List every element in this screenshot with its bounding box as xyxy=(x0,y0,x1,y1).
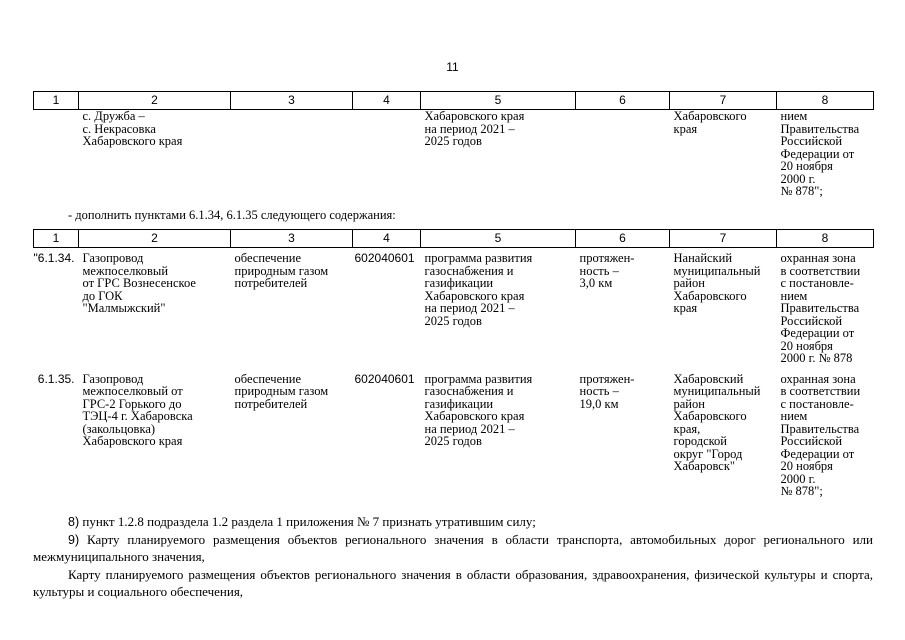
paragraph-text: пункт 1.2.8 подраздела 1.2 раздела 1 приложения № 7 признать утратившим силу; xyxy=(82,514,536,529)
cell-characteristics: протяжен- ность – 3,0 км xyxy=(579,251,635,290)
table-header-row xyxy=(34,92,874,110)
cell-zone: охранная зона в соответствии с постановле- нием Правительства Российской Федерации от 20 ноября 2000 г. № 878"; xyxy=(780,371,861,498)
header-cell: 7 xyxy=(670,92,777,110)
header-cell: 8 xyxy=(777,230,874,248)
table-new-items xyxy=(33,229,874,498)
header-cell: 1 xyxy=(34,230,79,248)
table-row xyxy=(34,248,874,365)
paragraph-number: 8) xyxy=(68,515,80,529)
header-cell: 1 xyxy=(34,92,79,110)
cell-basis: Хабаровского края на период 2021 – 2025 годов xyxy=(424,109,525,148)
header-cell: 5 xyxy=(421,230,576,248)
cell-code: 602040601 xyxy=(354,251,415,265)
cell-code: 602040601 xyxy=(354,371,415,386)
table-continuation xyxy=(33,91,874,198)
cell-object-name: Газопровод межпоселковый от ГРС-2 Горького до ТЭЦ-4 г. Хабаровска (закольцовка) Хабаровского края xyxy=(82,371,193,448)
paragraph-9 xyxy=(33,532,873,565)
table-header-row xyxy=(34,230,874,248)
table-row xyxy=(34,110,874,198)
cell-characteristics xyxy=(576,110,670,198)
cell-basis: программа развития газоснабжения и газификации Хабаровского края на период 2021 – 2025 годов xyxy=(424,251,533,328)
cell-num: 6.1.35. xyxy=(37,371,75,386)
cell-purpose xyxy=(231,110,353,198)
cell-num xyxy=(34,110,79,198)
header-cell: 2 xyxy=(79,92,231,110)
cell-object-name: Газопровод межпоселковый от ГРС Вознесенское до ГОК "Малмыжский" xyxy=(82,251,196,315)
cell-object-name: с. Дружба – с. Некрасовка Хабаровского края xyxy=(82,109,183,148)
cell-purpose: обеспечение природным газом потребителей xyxy=(234,251,329,290)
header-cell: 2 xyxy=(79,230,231,248)
cell-location: Хабаровского края xyxy=(673,109,747,136)
header-cell: 5 xyxy=(421,92,576,110)
page-number: 11 xyxy=(446,60,459,74)
amendment-note: - дополнить пунктами 6.1.34, 6.1.35 следующего содержания: xyxy=(68,208,396,222)
cell-zone: охранная зона в соответствии с постановле- нием Правительства Российской Федерации от 20 ноября 2000 г. № 878 xyxy=(780,251,861,365)
header-cell: 4 xyxy=(353,230,421,248)
header-cell: 6 xyxy=(576,92,670,110)
header-cell: 3 xyxy=(231,230,353,248)
cell-characteristics: протяжен- ность – 19,0 км xyxy=(579,371,635,411)
header-cell: 6 xyxy=(576,230,670,248)
cell-code xyxy=(353,110,421,198)
cell-purpose: обеспечение природным газом потребителей xyxy=(234,371,329,411)
table-row xyxy=(34,365,874,498)
header-cell: 7 xyxy=(670,230,777,248)
header-cell: 8 xyxy=(777,92,874,110)
cell-zone: нием Правительства Российской Федерации от 20 ноября 2000 г. № 878"; xyxy=(780,109,860,198)
paragraph-text: Карту планируемого размещения объектов регионального значения в области транспорта, автомобильных дорог регионального или межмуниципального значения, xyxy=(33,532,873,564)
paragraph-10 xyxy=(33,567,873,600)
paragraph-8 xyxy=(33,514,873,531)
cell-location: Хабаровский муниципальный район Хабаровского края, городской округ "Город Хабаровск" xyxy=(673,371,761,473)
cell-num: "6.1.34. xyxy=(33,251,75,265)
paragraph-text: Карту планируемого размещения объектов регионального значения в области образования, здравоохранения, физической культуры и спорта, культуры и социального обеспечения, xyxy=(33,567,873,599)
header-cell: 4 xyxy=(353,92,421,110)
cell-basis: программа развития газоснабжения и газификации Хабаровского края на период 2021 – 2025 годов xyxy=(424,371,533,448)
paragraph-number: 9) xyxy=(68,533,80,547)
header-cell: 3 xyxy=(231,92,353,110)
cell-location: Нанайский муниципальный район Хабаровского края xyxy=(673,251,761,315)
